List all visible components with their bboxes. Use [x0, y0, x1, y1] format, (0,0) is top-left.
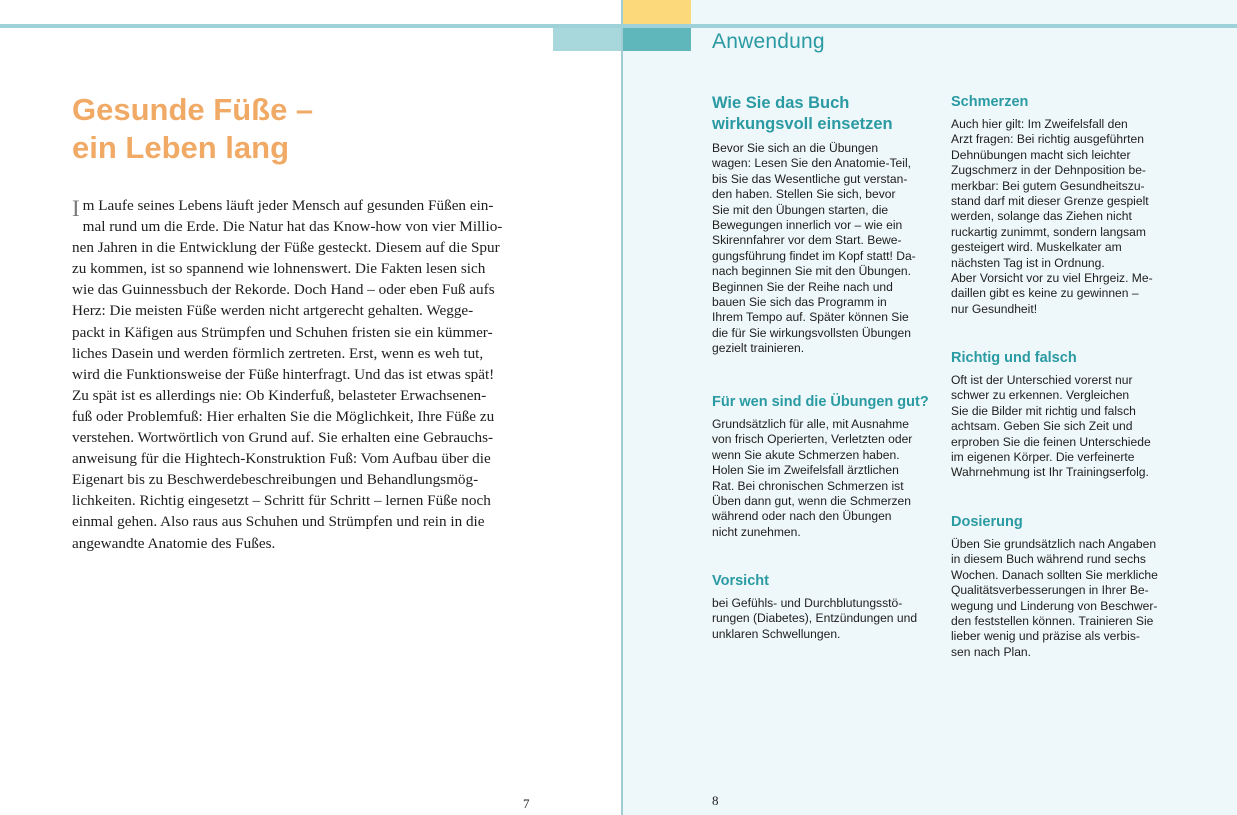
intro-line: wird die Funktionsweise der Füße hinterfragt. Und das ist etwas spät! — [72, 365, 495, 383]
header-bar-yellow — [623, 0, 691, 24]
intro-line: angewandte Anatomie des Fußes. — [72, 534, 276, 552]
body-line: werden, solange das Ziehen nicht — [951, 209, 1132, 224]
block-dosage — [951, 513, 1181, 660]
intro-line: m Laufe seines Lebens läuft jeder Mensch auf gesunden Füßen ein- — [82, 197, 494, 214]
block-heading — [951, 349, 1181, 367]
body-line: schwer zu erkennen. Vergleichen — [951, 388, 1130, 403]
body-line: Skirennfahrer vor dem Start. Bewe- — [712, 233, 902, 248]
body-line: wenn Sie akute Schmerzen haben. — [712, 447, 900, 462]
body-line: merkbar: Bei gutem Gesundheitszu- — [951, 178, 1145, 193]
body-line: erproben Sie die feinen Unterschiede — [951, 434, 1151, 449]
block-heading — [712, 93, 942, 135]
intro-line: mal rund um die Erde. Die Natur hat das Know-how von vier Millio- — [82, 218, 503, 236]
body-line: wagen: Lesen Sie den Anatomie-Teil, — [712, 156, 912, 171]
body-line: Wochen. Danach sollten Sie merkliche — [951, 567, 1158, 582]
body-line: nur Gesundheit! — [951, 301, 1038, 316]
body-line: rungen (Diabetes), Entzündungen und — [712, 611, 918, 626]
intro-line: verstehen. Wortwörtlich von Grund auf. Sie erhalten eine Gebrauchs- — [72, 429, 494, 447]
body-line: nach beginnen Sie mit den Übungen. — [712, 264, 912, 279]
body-line: Sie die Bilder mit richtig und falsch — [951, 403, 1136, 418]
body-line: Grundsätzlich für alle, mit Ausnahme — [712, 417, 909, 431]
block-heading — [951, 93, 1181, 111]
title-line: Gesunde Füße – — [72, 92, 314, 127]
body-line: unklaren Schwellungen. — [712, 626, 841, 641]
body-line: die für Sie wirkungsvollsten Übungen — [712, 325, 911, 340]
intro-line: liches Dasein und werden förmlich zertreten. Erst, wenn es weh tut, — [72, 344, 484, 362]
title-line: ein Leben lang — [72, 130, 290, 165]
intro-line: Eigenart bis zu Beschwerdebeschreibungen und Behandlungsmög- — [72, 471, 479, 489]
block-for-whom — [712, 393, 942, 540]
body-line: Rat. Bei chronischen Schmerzen ist — [712, 478, 904, 493]
intro-line: Herz: Die meisten Füße werden nicht artgerecht gehalten. Wegge- — [72, 302, 474, 320]
body-line: Bewegungen innerlich vor – wie ein — [712, 218, 903, 233]
body-line: daillen gibt es keine zu gewinnen – — [951, 286, 1139, 301]
body-line: stand darf mit dieser Grenze gespielt — [951, 194, 1149, 209]
page-title — [72, 91, 552, 167]
page-number-right: 8 — [712, 793, 719, 808]
intro-text — [72, 195, 534, 554]
intro-line: nen Jahren in die Entwicklung der Füße gesteckt. Diesem auf die Spur — [72, 239, 500, 257]
heading-line: wirkungsvoll einsetzen — [712, 115, 893, 133]
body-line: Holen Sie im Zweifelsfall ärztlichen — [712, 463, 899, 478]
body-line: den haben. Stellen Sie sich, bevor — [712, 187, 896, 202]
heading-line: Schmerzen — [951, 94, 1029, 110]
body-line: nächsten Tag ist in Ordnung. — [951, 255, 1105, 270]
heading-line: Dosierung — [951, 514, 1023, 530]
intro-line: Zu spät ist es allerdings nie: Ob Kinderfuß, belasteter Erwachsenen- — [72, 386, 487, 404]
body-line: in diesem Buch während rund sechs — [951, 552, 1146, 567]
intro-line: anweisung für die Hightech-Konstruktion Fuß: Vom Aufbau über die — [72, 450, 491, 468]
body-line: bis Sie das Wesentliche gut verstan- — [712, 171, 908, 186]
body-line: nicht zunehmen. — [712, 524, 801, 539]
heading-line: Für wen sind die Übungen gut? — [712, 394, 929, 410]
body-line: Arzt fragen: Bei richtig ausgeführten — [951, 132, 1144, 147]
block-how-to-use — [712, 93, 942, 357]
intro-line: zu kommen, ist so spannend wie lohnenswert. Die Fakten lesen sich — [72, 260, 486, 278]
block-heading — [712, 393, 942, 411]
body-line: Beginnen Sie der Reihe nach und — [712, 279, 893, 294]
body-line: gezielt trainieren. — [712, 341, 805, 356]
body-line: Sie mit den Übungen starten, die — [712, 202, 889, 217]
section-label: Anwendung — [712, 30, 825, 53]
body-line: den feststellen können. Trainieren Sie — [951, 614, 1154, 629]
block-heading — [712, 572, 942, 590]
block-body — [951, 537, 1181, 660]
intro-line: lichkeiten. Richtig eingesetzt – Schritt für Schritt – lernen Füße noch — [72, 492, 491, 510]
heading-line: Vorsicht — [712, 573, 769, 589]
body-line: von frisch Operierten, Verletzten oder — [712, 432, 913, 447]
body-line: Wahrnehmung ist Ihr Trainingserfolg. — [951, 465, 1149, 480]
body-line: bei Gefühls- und Durchblutungsstö- — [712, 596, 903, 610]
heading-line: Richtig und falsch — [951, 350, 1077, 366]
header-bar-dark — [623, 28, 691, 51]
block-body — [712, 417, 942, 540]
body-line: achtsam. Geben Sie sich Zeit und — [951, 419, 1133, 434]
block-caution — [712, 572, 942, 642]
block-body — [951, 373, 1181, 481]
intro-line: fuß oder Problemfuß: Hier erhalten Sie die Möglichkeit, Ihre Füße zu — [72, 407, 495, 425]
body-line: Zugschmerz in der Dehnposition be- — [951, 163, 1146, 178]
block-body — [951, 117, 1181, 317]
body-line: sen nach Plan. — [951, 644, 1032, 659]
body-line: gungsführung findet im Kopf statt! Da- — [712, 248, 916, 263]
intro-line: wie das Guinnessbuch der Rekorde. Doch Hand – oder eben Fuß aufs — [72, 281, 495, 299]
body-line: Üben dann gut, wenn die Schmerzen — [712, 494, 912, 509]
heading-line: Wie Sie das Buch — [712, 94, 850, 112]
body-line: Ihrem Tempo auf. Später können Sie — [712, 310, 909, 325]
block-heading — [951, 513, 1181, 531]
block-body — [712, 141, 942, 357]
block-body — [712, 596, 942, 642]
body-line: Aber Vorsicht vor zu viel Ehrgeiz. Me- — [951, 271, 1153, 286]
body-line: wegung und Linderung von Beschwer- — [951, 598, 1158, 613]
body-line: lieber wenig und präzise als verbis- — [951, 629, 1140, 644]
body-line: Dehnübungen macht sich leichter — [951, 147, 1131, 162]
body-line: Üben Sie grundsätzlich nach Angaben — [951, 537, 1157, 551]
intro-line: packt in Käfigen aus Strümpfen und Schuhen fristen sie ein kümmer- — [72, 323, 493, 341]
page-number-left: 7 — [523, 796, 530, 811]
body-line: bauen Sie sich das Programm in — [712, 295, 887, 310]
body-line: Qualitätsverbesserungen in Ihrer Be- — [951, 583, 1149, 598]
block-right-wrong — [951, 349, 1181, 481]
gutter-line — [621, 0, 623, 815]
block-pain — [951, 93, 1181, 317]
dropcap: I — [72, 196, 80, 221]
body-line: gesteigert wird. Muskelkater am — [951, 240, 1122, 255]
body-line: im eigenen Körper. Die verfeinerte — [951, 450, 1135, 465]
body-line: Oft ist der Unterschied vorerst nur — [951, 373, 1133, 387]
body-line: ruckartig zunimmt, sondern langsam — [951, 224, 1146, 239]
body-line: Bevor Sie sich an die Übungen — [712, 141, 879, 155]
intro-line: einmal gehen. Also raus aus Schuhen und Strümpfen und rein in die — [72, 513, 485, 531]
header-bar-light — [553, 28, 621, 51]
body-line: während oder nach den Übungen — [712, 509, 892, 524]
body-line: Auch hier gilt: Im Zweifelsfall den — [951, 117, 1128, 131]
